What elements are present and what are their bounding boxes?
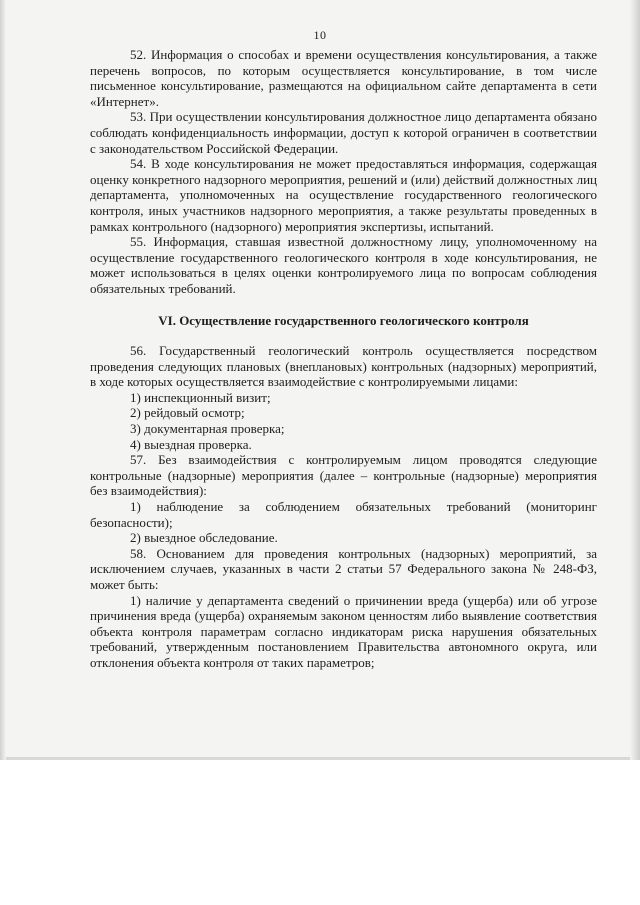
paragraph-52: 52. Информация о способах и времени осуществления консультирования, а также перечень вопросов, по которым осуществляется консультирование, в том числе письменное консультирование, размещаются на официальном сайте департамента в сети «Интернет». [90,47,597,109]
section-heading: VI. Осуществление государственного геологического контроля [158,312,529,328]
list-item: 1) наличие у департамента сведений о причинении вреда (ущерба) или об угрозе причинения вреда (ущерба) охраняемым законом ценностям либо выявление соответствия объекта контроля параметрам согласно индикаторам риска нарушения обязательных требований, утвержденным постановлением Правительства автономного округа, или отклонения объекта контроля от таких параметров; [90,592,597,670]
list-item: 1) наблюдение за соблюдением обязательных требований (мониторинг безопасности); [90,499,597,530]
paragraph-56: 56. Государственный геологический контроль осуществляется посредством проведения следующих плановых (внеплановых) контрольных (надзорных) мероприятий, в ходе которых осуществляется взаимодействие с контролируемыми лицами: [90,343,597,390]
paragraph-58: 58. Основанием для проведения контрольных (надзорных) мероприятий, за исключением случаев, указанных в части 2 статьи 57 Федерального закона № 248-ФЗ, может быть: [90,545,597,592]
scan-edge-left [0,0,6,760]
paragraph-53: 53. При осуществлении консультирования должностное лицо департамента обязано соблюдать конфиденциальность информации, доступ к которой ограничен в соответствии с законодательством Российской Федерации. [90,109,597,156]
list-item: 2) выездное обследование. [130,530,278,546]
document-body [90,47,597,671]
list-item: 2) рейдовый осмотр; [130,405,245,421]
paragraph-54: 54. В ходе консультирования не может предоставляться информация, содержащая оценку конкретного надзорного мероприятия, решений и (или) действий должностных лиц департамента, уполномоченных на осуществление государственного геологического контроля, иных участников надзорного мероприятия, а также результаты проведенных в рамках контрольного (надзорного) мероприятия экспертизы, испытаний. [90,156,597,234]
paragraph-55: 55. Информация, ставшая известной должностному лицу, уполномоченному на осуществление государственного геологического контроля в ходе консультирования, не может использоваться в целях оценки контролируемого лица по вопросам соблюдения обязательных требований. [90,234,597,296]
list-item: 4) выездная проверка. [130,436,252,452]
page-number: 10 [313,28,327,42]
paragraph-57: 57. Без взаимодействия с контролируемым лицом проводятся следующие контрольные (надзорные) мероприятия (далее – контрольные (надзорные) мероприятия без взаимодействия): [90,452,597,499]
scan-edge-right [630,0,640,760]
list-item: 3) документарная проверка; [130,421,285,437]
list-item: 1) инспекционный визит; [130,389,271,405]
